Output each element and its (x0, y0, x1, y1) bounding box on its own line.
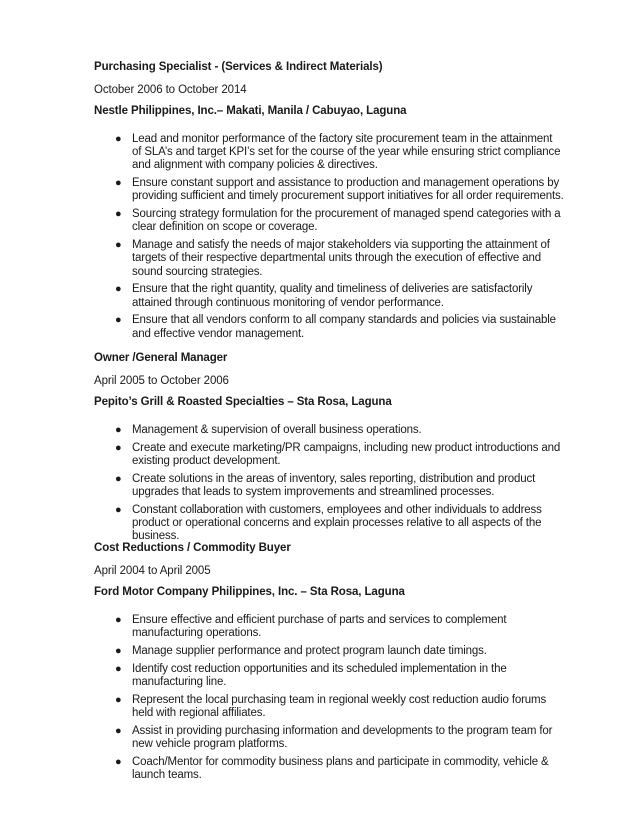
list-item (94, 473, 564, 499)
bullet-icon: ● (115, 441, 122, 454)
job-title: Owner /General Manager (94, 352, 228, 364)
bullet-icon: ● (115, 208, 122, 221)
job-dates: April 2004 to April 2005 (94, 565, 211, 577)
bullet-icon: ● (115, 755, 122, 768)
list-item (94, 133, 564, 173)
list-item-text: Manage and satisfy the needs of major stakeholders via supporting the attainment of targets of their respective departmental units through the execution of effective and sound sourcing strategies. (132, 239, 550, 278)
list-item-text: Ensure effective and efficient purchase of parts and services to complement manufacturing operations. (132, 614, 507, 640)
list-item-text: Constant collaboration with customers, employees and other individuals to address product or operational concerns and explain processes relative to all aspects of the business. (132, 503, 542, 543)
list-item-text: Ensure constant support and assistance to production and management operations by providing sufficient and timely procurement support initiatives for all order requirements. (132, 177, 564, 203)
list-item-text: Manage supplier performance and protect program launch date timings. (132, 645, 487, 657)
list-item-text: Create solutions in the areas of inventory, sales reporting, distribution and product upgrades that leads to system improvements and streamlined processes. (132, 472, 536, 498)
responsibility-list (94, 424, 564, 543)
list-item (94, 645, 564, 658)
list-item (94, 424, 564, 437)
job-company: Pepito’s Grill & Roasted Specialties – Sta Rosa, Laguna (94, 396, 392, 408)
bullet-icon: ● (115, 177, 122, 190)
list-item (94, 442, 564, 468)
list-item-text: Sourcing strategy formulation for the procurement of managed spend categories with a clear definition on scope or coverage. (132, 208, 561, 234)
job-entry-nestle (94, 60, 564, 345)
list-item (94, 208, 564, 234)
list-item-text: Ensure that the right quantity, quality and timeliness of deliveries are satisfactorily attained through continuous monitoring of vendor performance. (132, 283, 533, 309)
job-dates: April 2005 to October 2006 (94, 375, 229, 387)
list-item (94, 504, 564, 544)
responsibility-list (94, 614, 564, 782)
list-item-text: Assist in providing purchasing information and developments to the program team for new vehicle program platforms. (132, 724, 553, 750)
list-item-text: Coach/Mentor for commodity business plans and participate in commodity, vehicle & launch teams. (132, 755, 549, 781)
list-item (94, 725, 564, 751)
list-item-text: Lead and monitor performance of the factory site procurement team in the attainment of SLA’s and target KPI’s set for the course of the year while ensuring strict compliance and alignment with company policies & directives. (132, 133, 561, 172)
bullet-icon: ● (115, 693, 122, 706)
list-item (94, 614, 564, 640)
bullet-icon: ● (115, 645, 122, 657)
list-item-text: Represent the local purchasing team in regional weekly cost reduction audio forums held with regional affiliates. (132, 693, 547, 719)
responsibility-list (94, 133, 564, 341)
bullet-icon: ● (115, 283, 122, 296)
bullet-icon: ● (115, 503, 122, 516)
bullet-icon: ● (115, 472, 122, 485)
job-title: Purchasing Specialist - (Services & Indirect Materials) (94, 61, 383, 73)
list-item-text: Identify cost reduction opportunities and its scheduled implementation in the manufacturing line. (132, 662, 507, 688)
list-item-text: Create and execute marketing/PR campaigns, including new product introductions and existing product development. (132, 441, 561, 467)
job-title: Cost Reductions / Commodity Buyer (94, 542, 291, 554)
list-item-text: Ensure that all vendors conform to all company standards and policies via sustainable and effective vendor management. (132, 314, 556, 340)
list-item (94, 239, 564, 279)
job-dates: October 2006 to October 2014 (94, 84, 247, 96)
list-item (94, 177, 564, 203)
list-item (94, 663, 564, 689)
bullet-icon: ● (115, 614, 122, 626)
list-item (94, 283, 564, 309)
list-item (94, 756, 564, 782)
list-item (94, 694, 564, 720)
bullet-icon: ● (115, 239, 122, 252)
job-entry-ford (94, 541, 564, 787)
list-item-text: Management & supervision of overall business operations. (132, 424, 422, 436)
job-company: Ford Motor Company Philippines, Inc. – Sta Rosa, Laguna (94, 586, 405, 598)
bullet-icon: ● (115, 662, 122, 675)
job-entry-pepitos (94, 351, 564, 548)
bullet-icon: ● (115, 724, 122, 737)
bullet-icon: ● (115, 314, 122, 327)
job-company: Nestle Philippines, Inc.– Makati, Manila / Cabuyao, Laguna (94, 105, 407, 117)
bullet-icon: ● (115, 133, 122, 145)
bullet-icon: ● (115, 424, 122, 436)
list-item (94, 314, 564, 340)
